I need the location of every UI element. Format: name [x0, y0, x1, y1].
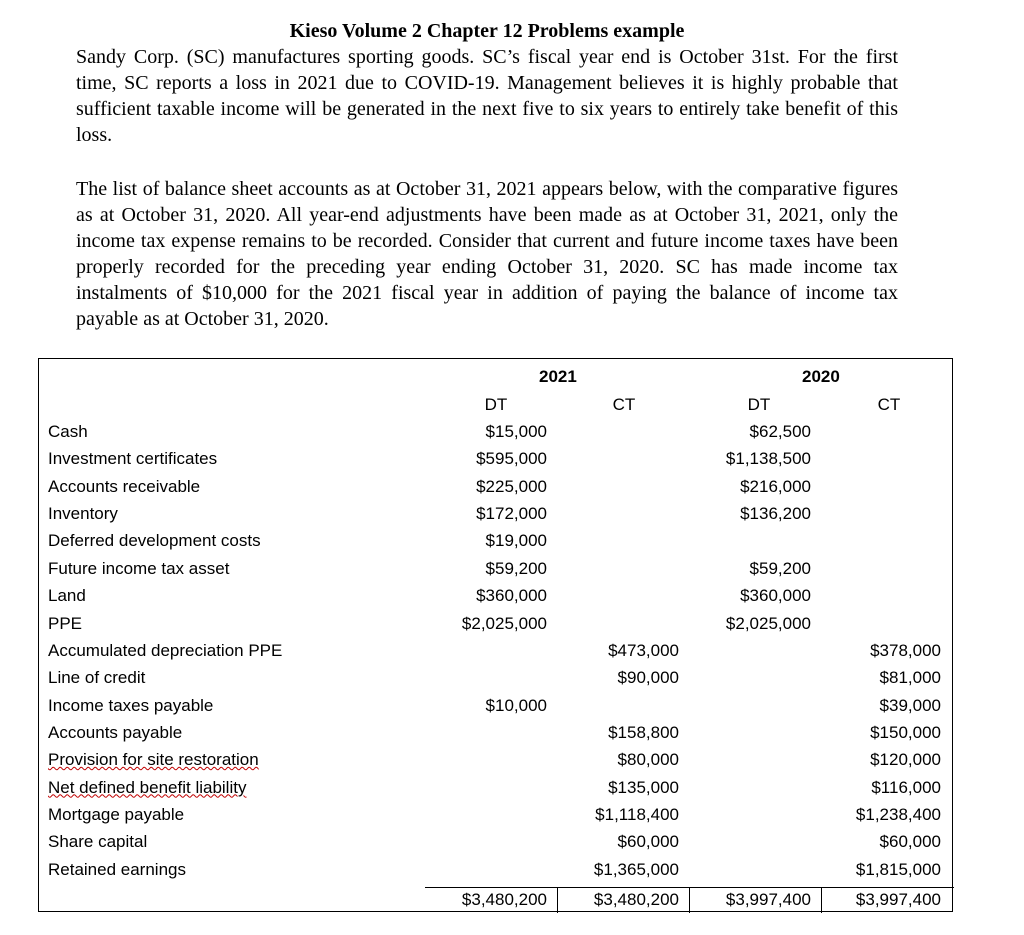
amount-dt-2020: $360,000 — [740, 586, 811, 606]
account-label: Provision for site restoration — [48, 750, 259, 770]
document-title: Kieso Volume 2 Chapter 12 Problems example — [289, 20, 685, 42]
subheader-ct-2021: CT — [612, 395, 636, 414]
amount-ct-2021: $80,000 — [617, 750, 679, 770]
account-label: Investment certificates — [48, 449, 218, 469]
amount-ct-2020: $150,000 — [870, 722, 941, 742]
totals-separator — [557, 887, 558, 913]
amount-ct-2020: $378,000 — [870, 640, 941, 660]
amount-ct-2021: $60,000 — [617, 832, 679, 852]
totals-separator — [689, 887, 690, 913]
amount-dt-2021: $2,025,000 — [461, 613, 547, 633]
amount-ct-2021: $135,000 — [608, 777, 679, 797]
account-label: Deferred development costs — [48, 531, 261, 551]
amount-dt-2021: $10,000 — [485, 695, 547, 715]
subheader-dt-2020: DT — [747, 395, 771, 414]
amount-dt-2020: $62,500 — [749, 422, 811, 441]
amount-ct-2020: $81,000 — [879, 668, 941, 688]
amount-ct-2020: $39,000 — [879, 695, 941, 715]
balance-sheet-table — [38, 358, 953, 912]
amount-dt-2021: $15,000 — [485, 422, 547, 441]
account-label: Future income tax asset — [48, 558, 230, 578]
total-dt-2021: $3,480,200 — [461, 890, 547, 909]
account-label: Cash — [48, 422, 88, 441]
amount-dt-2020: $59,200 — [749, 558, 811, 578]
amount-ct-2021: $473,000 — [608, 640, 679, 660]
total-ct-2020: $3,997,400 — [855, 890, 941, 909]
account-label: Accounts receivable — [48, 476, 201, 496]
amount-dt-2020: $136,200 — [740, 504, 811, 524]
subheader-dt-2021: DT — [484, 395, 508, 414]
amount-ct-2021: $1,365,000 — [593, 859, 679, 879]
amount-ct-2020: $1,238,400 — [855, 804, 941, 824]
account-label: Accounts payable — [48, 722, 183, 742]
amount-dt-2020: $216,000 — [740, 476, 811, 496]
account-label: Land — [48, 586, 86, 606]
amount-dt-2021: $19,000 — [485, 531, 547, 551]
totals-separator — [821, 887, 822, 913]
account-label: Inventory — [48, 504, 118, 524]
amount-ct-2021: $1,118,400 — [595, 804, 679, 824]
account-label: Mortgage payable — [48, 804, 185, 824]
amount-dt-2020: $1,138,500 — [725, 449, 811, 469]
amount-dt-2021: $172,000 — [476, 504, 547, 524]
total-ct-2021: $3,480,200 — [593, 890, 679, 909]
amount-ct-2020: $1,815,000 — [855, 859, 941, 879]
amount-dt-2021: $595,000 — [476, 449, 547, 469]
year-header-2021: 2021 — [539, 367, 577, 386]
intro-paragraph: Sandy Corp. (SC) manufactures sporting goods. SC’s fiscal year end is October 31st. For the first time, SC reports a loss in 2021 due to COVID-19. Management believes it is highly probable that sufficient taxable income will be generated in the next five to six years to entirely take benefit of this loss. — [76, 46, 898, 146]
account-label: Net defined benefit liability — [48, 777, 247, 797]
account-label: Accumulated depreciation PPE — [48, 640, 283, 660]
subheader-ct-2020: CT — [877, 395, 901, 414]
total-dt-2020: $3,997,400 — [725, 890, 811, 909]
details-paragraph: The list of balance sheet accounts as at October 31, 2021 appears below, with the comparative figures as at October 31, 2020. All year-end adjustments have been made as at October 31, 2021, only the income tax expense remains to be recorded. Consider that current and future income taxes have been properly recorded for the preceding year ending October 31, 2020. SC has made income tax instalments of $10,000 for the 2021 fiscal year in addition of paying the balance of income tax payable as at October 31, 2020. — [76, 178, 898, 330]
amount-ct-2020: $60,000 — [879, 832, 941, 852]
amount-dt-2021: $59,200 — [485, 558, 547, 578]
amount-dt-2021: $360,000 — [476, 586, 547, 606]
amount-ct-2021: $158,800 — [608, 722, 679, 742]
amount-dt-2020: $2,025,000 — [725, 613, 811, 633]
account-label: Income taxes payable — [48, 695, 214, 715]
amount-ct-2020: $116,000 — [871, 777, 941, 797]
account-label: Retained earnings — [48, 859, 186, 879]
year-header-2020: 2020 — [802, 367, 840, 386]
account-label: PPE — [48, 613, 83, 633]
amount-dt-2021: $225,000 — [476, 476, 547, 496]
amount-ct-2021: $90,000 — [617, 668, 679, 688]
account-label: Share capital — [48, 832, 148, 852]
amount-ct-2020: $120,000 — [870, 750, 941, 770]
account-label: Line of credit — [48, 668, 146, 688]
